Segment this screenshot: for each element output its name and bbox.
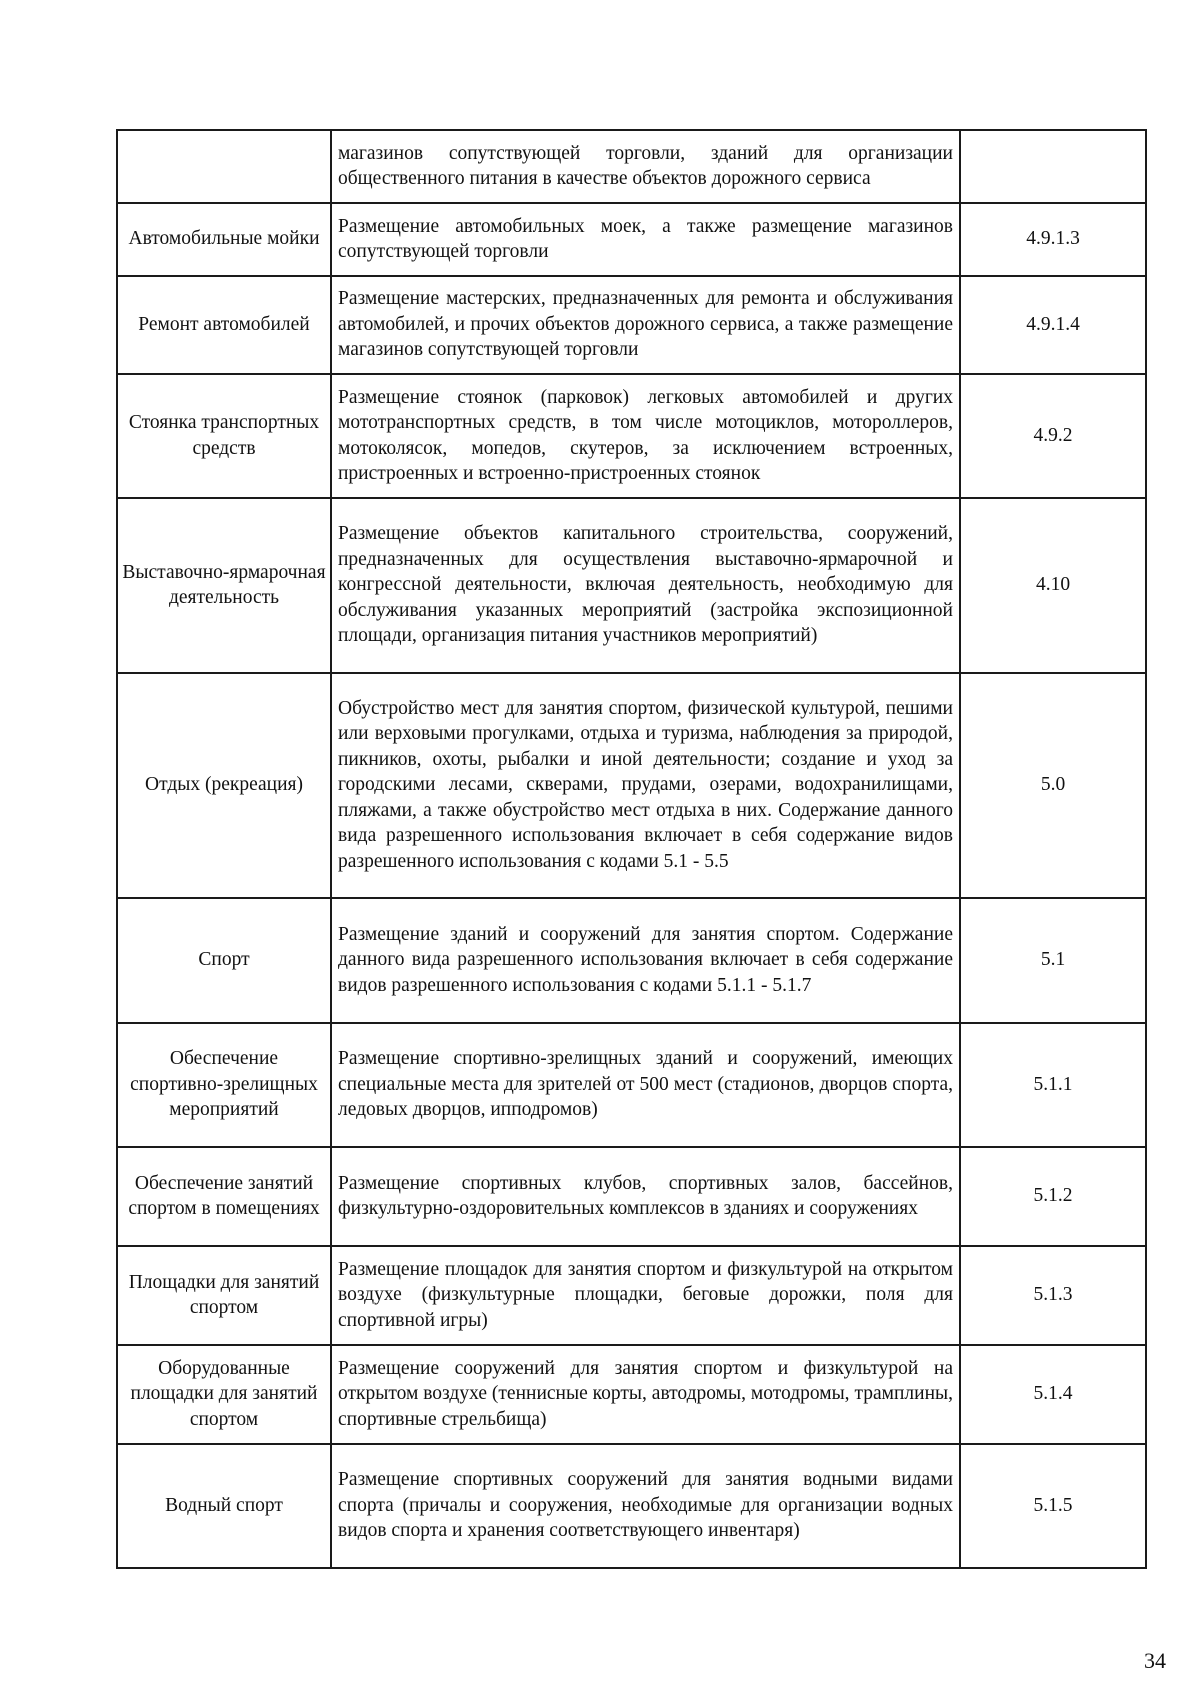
table-row — [117, 1246, 1146, 1345]
page-number: 34 — [1144, 1648, 1166, 1673]
use-name-cell: Автомобильные мойки — [117, 203, 331, 276]
table-row — [117, 498, 1146, 673]
use-name-cell: Площадки для занятий спортом — [117, 1246, 331, 1345]
use-description-cell: Размещение мастерских, предназначенных для ремонта и обслуживания автомобилей, и прочих объектов дорожного сервиса, а также размещение магазинов сопутствующей торговли — [331, 276, 960, 374]
use-name-cell — [117, 130, 331, 203]
use-description-cell: Размещение стоянок (парковок) легковых автомобилей и других мототранспортных средств, в том числе мотоциклов, мотороллеров, мотоколясок, мопедов, скутеров, за исключением встроенных, пристроенных и встроенно-пристроенных стоянок — [331, 374, 960, 498]
use-name-cell: Выставочно-ярмарочная деятельность — [117, 498, 331, 673]
use-description-cell: Размещение сооружений для занятия спортом и физкультурой на открытом воздухе (теннисные корты, автодромы, мотодромы, трамплины, спортивные стрельбища) — [331, 1345, 960, 1444]
use-description-cell: Размещение зданий и сооружений для занятия спортом. Содержание данного вида разрешенного использования включает в себя содержание видов разрешенного использования с кодами 5.1.1 - 5.1.7 — [331, 898, 960, 1023]
use-name-cell: Ремонт автомобилей — [117, 276, 331, 374]
use-description-cell: Размещение объектов капитального строительства, сооружений, предназначенных для осуществления выставочно-ярмарочной и конгрессной деятельности, включая деятельность, необходимую для обслуживания указанных мероприятий (застройка экспозиционной площади, организация питания участников мероприятий) — [331, 498, 960, 673]
use-description-cell: магазинов сопутствующей торговли, зданий для организации общественного питания в качестве объектов дорожного сервиса — [331, 130, 960, 203]
use-name-cell: Отдых (рекреация) — [117, 673, 331, 898]
use-code-cell: 5.1.3 — [960, 1246, 1146, 1345]
use-code-cell: 4.9.2 — [960, 374, 1146, 498]
use-description-cell: Размещение спортивных клубов, спортивных залов, бассейнов, физкультурно-оздоровительных комплексов в зданиях и сооружениях — [331, 1147, 960, 1246]
use-name-cell: Водный спорт — [117, 1444, 331, 1568]
table-row — [117, 1023, 1146, 1147]
table-row — [117, 276, 1146, 374]
use-code-cell: 5.1.2 — [960, 1147, 1146, 1246]
use-code-cell: 5.0 — [960, 673, 1146, 898]
use-description-cell: Размещение автомобильных моек, а также размещение магазинов сопутствующей торговли — [331, 203, 960, 276]
table-row — [117, 898, 1146, 1023]
use-description-cell: Обустройство мест для занятия спортом, физической культурой, пешими или верховыми прогулками, отдыха и туризма, наблюдения за природой, пикников, охоты, рыбалки и иной деятельности; создание и уход за городскими лесами, скверами, прудами, озерами, водохранилищами, пляжами, а также обустройство мест отдыха в них. Содержание данного вида разрешенного использования включает в себя содержание видов разрешенного использования с кодами 5.1 - 5.5 — [331, 673, 960, 898]
use-code-cell: 4.10 — [960, 498, 1146, 673]
use-description-cell: Размещение спортивных сооружений для занятия водными видами спорта (причалы и сооружения, необходимые для организации водных видов спорта и хранения соответствующего инвентаря) — [331, 1444, 960, 1568]
table-row — [117, 673, 1146, 898]
table-row — [117, 130, 1146, 203]
use-description-cell: Размещение спортивно-зрелищных зданий и сооружений, имеющих специальные места для зрителей от 500 мест (стадионов, дворцов спорта, ледовых дворцов, ипподромов) — [331, 1023, 960, 1147]
use-code-cell: 5.1 — [960, 898, 1146, 1023]
use-name-cell: Обеспечение занятий спортом в помещениях — [117, 1147, 331, 1246]
use-code-cell: 5.1.1 — [960, 1023, 1146, 1147]
use-name-cell: Стоянка транспортных средств — [117, 374, 331, 498]
table-row — [117, 203, 1146, 276]
table-row — [117, 1147, 1146, 1246]
use-code-cell: 4.9.1.3 — [960, 203, 1146, 276]
use-name-cell: Оборудованные площадки для занятий спортом — [117, 1345, 331, 1444]
use-description-cell: Размещение площадок для занятия спортом и физкультурой на открытом воздухе (физкультурные площадки, беговые дорожки, поля для спортивной игры) — [331, 1246, 960, 1345]
use-name-cell: Обеспечение спортивно-зрелищных мероприятий — [117, 1023, 331, 1147]
table-row — [117, 1345, 1146, 1444]
table-row — [117, 374, 1146, 498]
use-code-cell: 5.1.5 — [960, 1444, 1146, 1568]
table-row — [117, 1444, 1146, 1568]
use-code-cell — [960, 130, 1146, 203]
use-code-cell: 4.9.1.4 — [960, 276, 1146, 374]
table-body — [117, 130, 1146, 1568]
use-name-cell: Спорт — [117, 898, 331, 1023]
use-code-cell: 5.1.4 — [960, 1345, 1146, 1444]
land-use-table — [116, 129, 1147, 1569]
